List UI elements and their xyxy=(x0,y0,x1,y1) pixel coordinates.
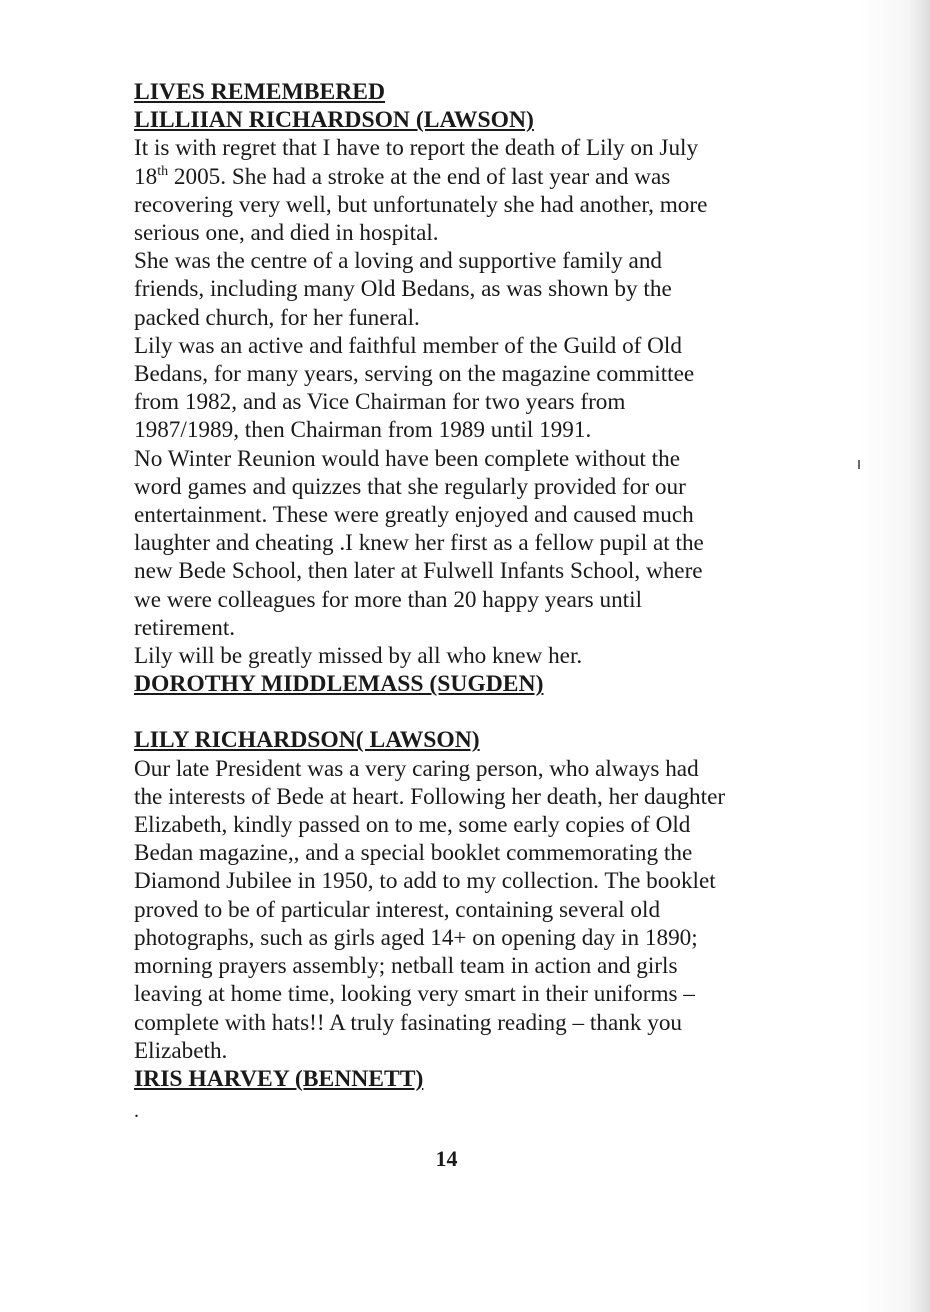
article-2-line: Diamond Jubilee in 1950, to add to my collection. The booklet xyxy=(134,868,716,895)
article-1-body xyxy=(134,134,824,670)
section-title: LIVES REMEMBERED xyxy=(134,79,386,105)
article-2-heading: LILY RICHARDSON( LAWSON) xyxy=(134,727,480,754)
article-2-line: morning prayers assembly; netball team in action and girls xyxy=(134,953,678,980)
article-2-line: leaving at home time, looking very smart in their uniforms – xyxy=(134,981,695,1008)
page-content xyxy=(134,78,824,1093)
article-1-line: laughter and cheating .I knew her first as a fellow pupil at the xyxy=(134,530,704,557)
stray-mark: . xyxy=(134,1100,139,1122)
article-1-line: recovering very well, but unfortunately she had another, more xyxy=(134,191,708,218)
article-2-line: Elizabeth, kindly passed on to me, some early copies of Old xyxy=(134,812,691,839)
date-day: 18 xyxy=(134,163,158,190)
article-1-line: Bedans, for many years, serving on the magazine committee xyxy=(134,361,695,388)
article-2-line: photographs, such as girls aged 14+ on opening day in 1890; xyxy=(134,924,698,951)
article-2-line: proved to be of particular interest, containing several old xyxy=(134,896,661,923)
article-1-line: It is with regret that I have to report the death of Lily on July xyxy=(134,135,699,162)
article-1-author: DOROTHY MIDDLEMASS (SUGDEN) xyxy=(134,671,544,698)
article-2-line: complete with hats!! A truly fasinating reading – thank you xyxy=(134,1009,683,1036)
article-2-line: the interests of Bede at heart. Following her death, her daughter xyxy=(134,783,726,810)
section-spacer xyxy=(134,698,824,726)
article-2-line: Elizabeth. xyxy=(134,1037,228,1064)
article-1-line: new Bede School, then later at Fulwell Infants School, where xyxy=(134,558,703,585)
article-1-line: No Winter Reunion would have been complete without the xyxy=(134,445,680,472)
article-1-line: we were colleagues for more than 20 happy years until xyxy=(134,586,643,613)
article-1-line: entertainment. These were greatly enjoyed and caused much xyxy=(134,502,694,529)
article-1-line: She was the centre of a loving and supportive family and xyxy=(134,248,663,275)
date-ordinal-suffix: th xyxy=(157,163,169,179)
article-1-heading: LILLIIAN RICHARDSON (LAWSON) xyxy=(134,107,534,134)
date-line-rest: 2005. She had a stroke at the end of last year and was xyxy=(168,163,671,190)
article-1-line: Lily will be greatly missed by all who knew her. xyxy=(134,643,583,670)
page-edge-shadow xyxy=(860,0,930,1312)
article-2-body xyxy=(134,755,824,1065)
article-2-line: Our late President was a very caring person, who always had xyxy=(134,755,699,782)
article-2-author: IRIS HARVEY (BENNETT) xyxy=(134,1065,424,1092)
article-1-line: packed church, for her funeral. xyxy=(134,304,420,331)
margin-mark xyxy=(858,460,860,469)
article-1-line xyxy=(134,163,824,191)
page-number: 14 xyxy=(435,1146,458,1171)
article-1-line: Lily was an active and faithful member of the Guild of Old xyxy=(134,332,682,359)
article-1-line: 1987/1989, then Chairman from 1989 until 1991. xyxy=(134,417,592,444)
article-1-line: word games and quizzes that she regularly provided for our xyxy=(134,473,686,500)
article-1-line: from 1982, and as Vice Chairman for two years from xyxy=(134,389,626,416)
article-1-line: friends, including many Old Bedans, as was shown by the xyxy=(134,276,672,303)
article-1-line: retirement. xyxy=(134,614,236,641)
article-1-line: serious one, and died in hospital. xyxy=(134,220,439,247)
article-2-line: Bedan magazine,, and a special booklet commemorating the xyxy=(134,840,693,867)
